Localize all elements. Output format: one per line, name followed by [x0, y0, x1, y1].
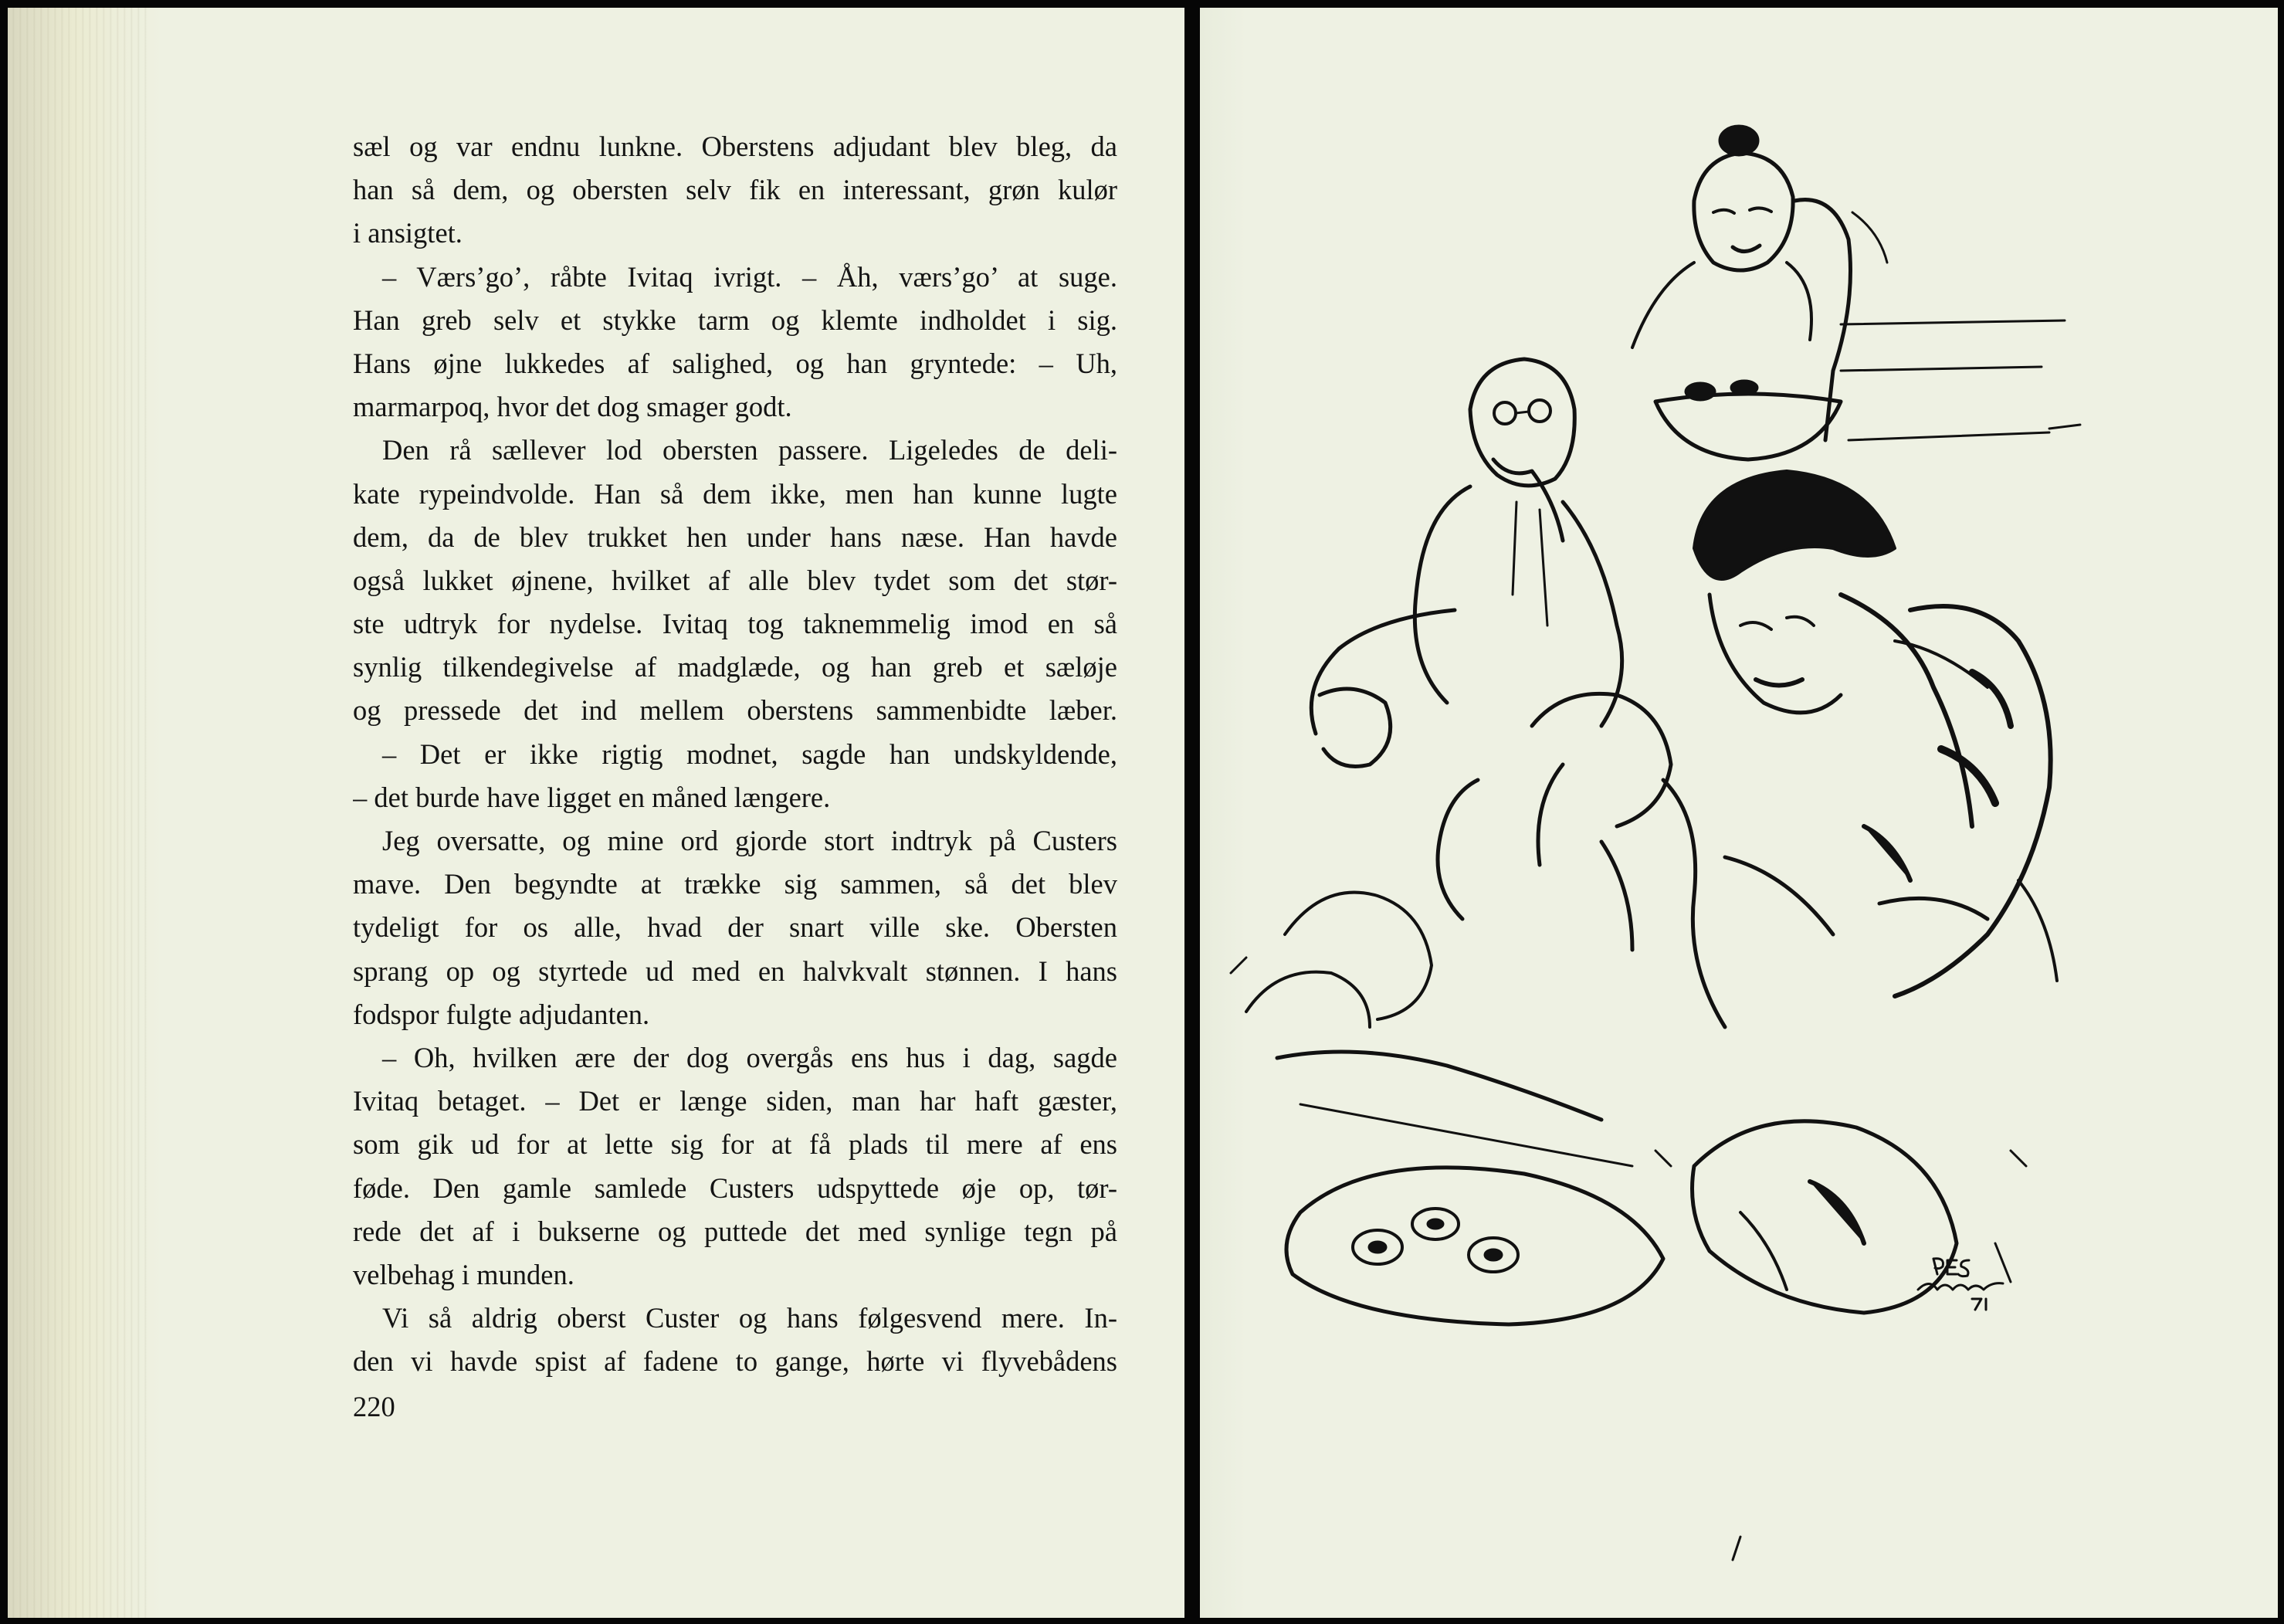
- text-line: som gik ud for at lette sig for at få plads til mere af ens: [353, 1128, 1117, 1161]
- text-line: marmarpoq, hvor det dog smager godt.: [353, 391, 792, 423]
- plate-with-seal-eyes: [1286, 1168, 1663, 1324]
- text-line: Ivitaq betaget. – Det er længe siden, man har haft gæster,: [353, 1085, 1117, 1117]
- page-number: 220: [353, 1391, 395, 1422]
- text-line: – Det er ikke rigtig modnet, sagde han undskyldende,: [382, 737, 1117, 770]
- crouching-figure: [1438, 693, 1833, 1027]
- text-line: – det burde have ligget en måned længere.: [353, 781, 831, 813]
- man-with-glasses: [1311, 359, 1622, 767]
- text-line: føde. Den gamle samlede Custers udspyttede øje op, tør-: [353, 1171, 1117, 1204]
- text-line: også lukket øjnene, hvilket af alle blev tydet som det stør-: [353, 564, 1117, 596]
- text-line: dem, da de blev trukket hen under hans næse. Han havde: [353, 520, 1117, 553]
- text-line: Jeg oversatte, og mine ord gjorde stort indtryk på Custers: [382, 825, 1117, 856]
- text-line: – Oh, hvilken ære der dog overgås ens hus i dag, sagde: [382, 1041, 1117, 1073]
- text-line: i ansigtet.: [353, 217, 463, 249]
- text-line: han så dem, og obersten selv fik en interessant, grøn kulør: [353, 174, 1117, 206]
- text-line: Den rå sællever lod obersten passere. Ligeledes de deli-: [382, 434, 1117, 466]
- text-line: mave. Den begyndte at trække sig sammen, så det blev: [353, 868, 1117, 900]
- text-line: ste udtryk for nydelse. Ivitaq tog taknemmelig imod en så: [353, 608, 1117, 640]
- large-figure: [1864, 606, 2057, 996]
- text-line: tydeligt for os alle, hvad der snart ville ske. Obersten: [353, 911, 1117, 944]
- text-line: velbehag i munden.: [353, 1258, 574, 1290]
- text-line: den vi havde spist af fadene to gange, hørte vi flyvebådens: [353, 1345, 1117, 1378]
- text-line: – Værs’go’, råbte Ivitaq ivrigt. – Åh, værs’go’ at suge.: [382, 260, 1117, 293]
- text-line: og pressede det ind mellem oberstens sammenbidte læber.: [353, 694, 1117, 727]
- text-line: Han greb selv et stykke tarm og klemte indholdet i sig.: [353, 303, 1117, 336]
- food-pile: [1246, 893, 1632, 1166]
- text-line: sæl og var endnu lunkne. Oberstens adjudant blev bleg, da: [353, 131, 1117, 162]
- left-page: [8, 8, 1184, 1618]
- text-line: kate rypeindvolde. Han så dem ikke, men han kunne lugte: [353, 477, 1117, 510]
- fish-dish: [1693, 1121, 1957, 1313]
- text-line: Hans øjne lukkedes af salighed, og han gryntede: – Uh,: [353, 347, 1117, 379]
- bowl: [1655, 380, 1841, 459]
- page-edge-stack: [8, 8, 147, 1618]
- dark-haired-man: [1694, 471, 1987, 826]
- text-line: Vi så aldrig oberst Custer og hans følgesvend mere. In-: [382, 1302, 1117, 1334]
- text-line: fodspor fulgte adjudanten.: [353, 998, 650, 1030]
- text-line: sprang op og styrtede ud med en halvkvalt stønnen. I hans: [353, 954, 1117, 987]
- text-line: rede det af i bukserne og puttede det med synlige tegn på: [353, 1215, 1117, 1247]
- text-line: synlig tilkendegivelse af madglæde, og han greb et sæløje: [353, 651, 1117, 683]
- artist-signature: [1918, 1259, 2003, 1310]
- feast-illustration: [1200, 8, 2278, 1618]
- body-text: [353, 125, 1117, 1383]
